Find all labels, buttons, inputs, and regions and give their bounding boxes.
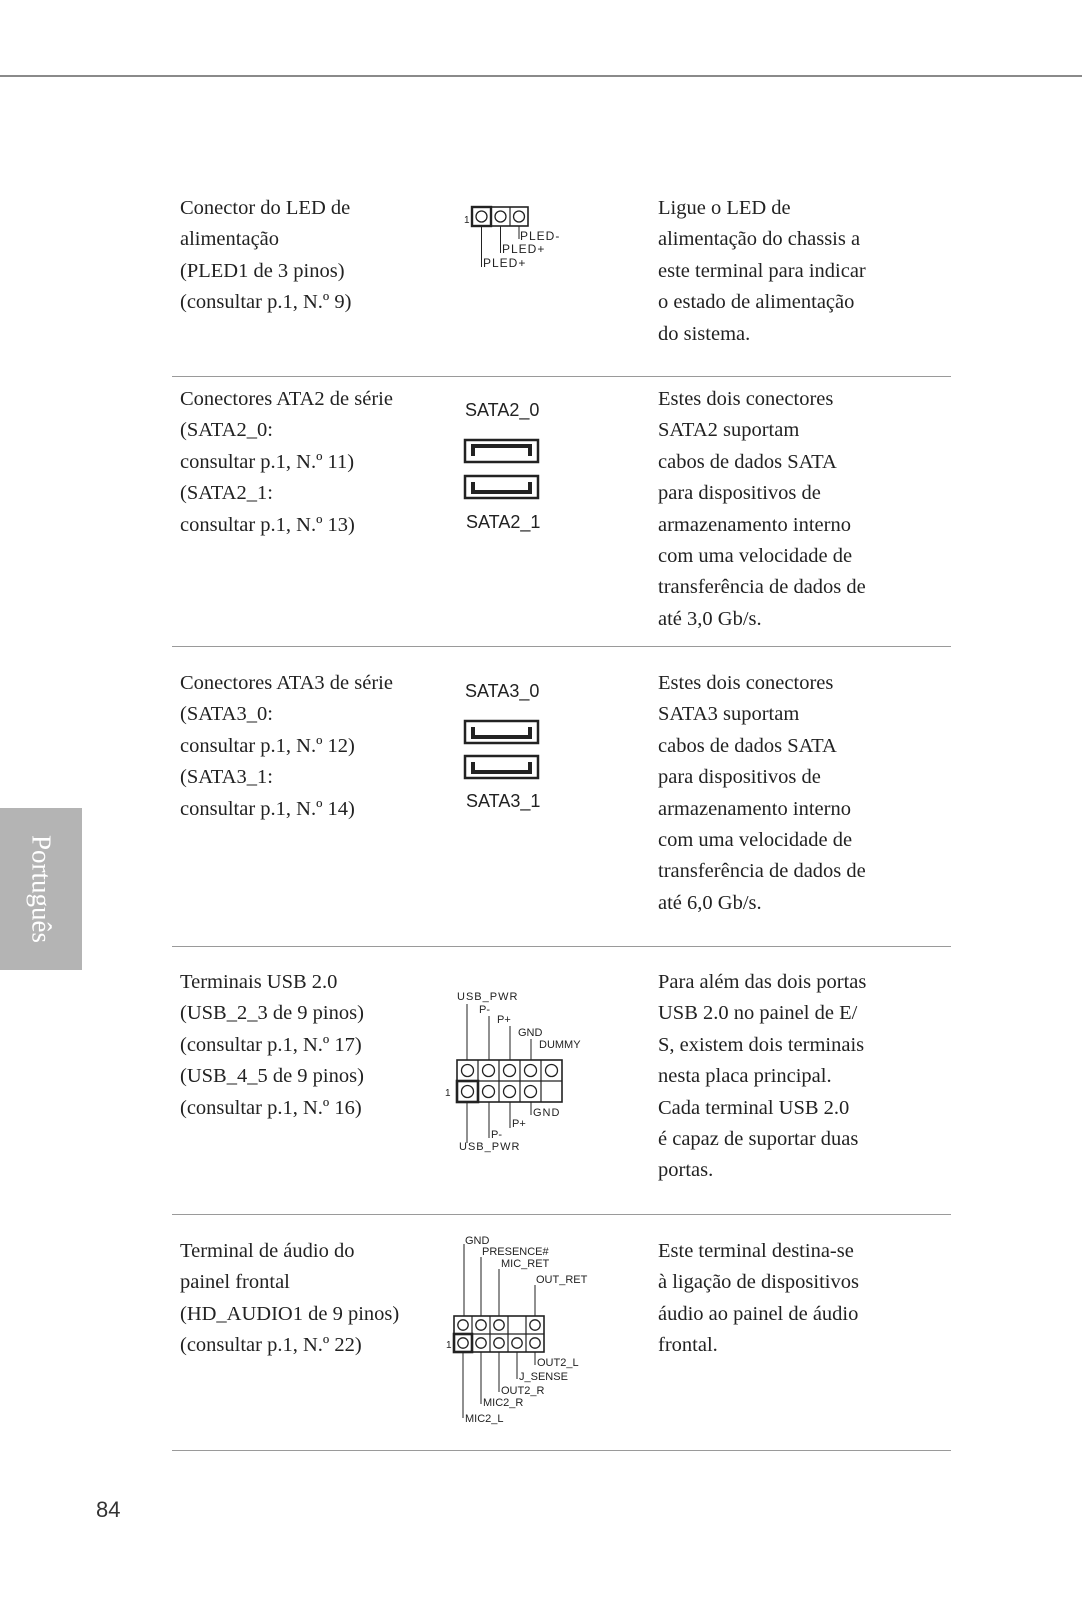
pin: [458, 1320, 468, 1330]
text-line: (SATA3_1:: [180, 766, 273, 789]
side-tab-label: Português: [26, 835, 57, 943]
connector-name: [180, 967, 430, 1124]
mic2-l-label: MIC2_L: [465, 1413, 504, 1425]
text-line: armazenamento interno: [658, 513, 851, 536]
text-line: Estes dois conectores: [658, 388, 834, 410]
text-line: do sistema.: [658, 322, 751, 345]
text-line: para dispositivos de: [658, 482, 821, 505]
pin: [494, 1320, 504, 1330]
pin1-marker: [472, 207, 491, 226]
text-line: áudio ao painel de áudio: [658, 1302, 859, 1325]
text-line: alimentação: [180, 228, 280, 251]
pin: [458, 1338, 468, 1348]
dummy-label: DUMMY: [539, 1039, 581, 1051]
text-line: Conector do LED de: [180, 197, 351, 219]
pin: [525, 1086, 537, 1098]
text-line: cabos de dados SATA: [658, 450, 837, 473]
usb-pwr-label: USB_PWR: [457, 991, 519, 1003]
pin: [462, 1065, 474, 1077]
text-line: (PLED1 de 3 pinos): [180, 259, 345, 282]
pin1-marker: [457, 1081, 478, 1102]
page-number: 84: [96, 1497, 121, 1522]
pled-header-diagram: [462, 205, 582, 275]
text-line: nesta placa principal.: [658, 1065, 832, 1088]
out-ret-label: OUT_RET: [536, 1274, 588, 1286]
pin-label-pled-plus: PLED+: [502, 242, 546, 256]
text-line: painel frontal: [180, 1271, 290, 1294]
sata2-0-label: SATA2_0: [465, 400, 540, 420]
p-plus-label: P+: [512, 1118, 526, 1130]
text-line: Conectores ATA2 de série: [180, 388, 393, 410]
text-line: Cada terminal USB 2.0: [658, 1096, 850, 1119]
pin1-label: 1: [464, 215, 470, 226]
pin: [504, 1065, 516, 1077]
text-line: Este terminal destina-se: [658, 1240, 854, 1262]
connector-row-pled: [172, 193, 951, 377]
text-line: frontal.: [658, 1334, 718, 1357]
gnd-label: GND: [533, 1107, 561, 1119]
text-line: este terminal para indicar: [658, 259, 866, 282]
gnd-label: GND: [518, 1027, 543, 1039]
pin: [525, 1065, 537, 1077]
sata3-0-label: SATA3_0: [465, 681, 540, 701]
pin: [504, 1086, 516, 1098]
text-line: portas.: [658, 1159, 714, 1182]
text-line: armazenamento interno: [658, 797, 851, 820]
pin: [530, 1320, 540, 1330]
connector-name: [180, 384, 430, 541]
pin1-marker: [454, 1334, 472, 1352]
sata2-connectors-diagram: [462, 398, 552, 538]
text-line: (consultar p.1, N.º 22): [180, 1334, 362, 1357]
text-line: (HD_AUDIO1 de 9 pinos): [180, 1302, 400, 1325]
sata3-0-connector: [465, 721, 538, 743]
text-line: o estado de alimentação: [658, 291, 855, 314]
presence-label: PRESENCE#: [482, 1246, 549, 1258]
text-line: (consultar p.1, N.º 16): [180, 1096, 362, 1119]
text-line: Terminal de áudio do: [180, 1240, 355, 1262]
text-line: (USB_2_3 de 9 pinos): [180, 1002, 364, 1025]
language-side-tab: [0, 808, 82, 970]
text-line: para dispositivos de: [658, 766, 821, 789]
sata2-0-connector: [465, 440, 538, 462]
connector-row-sata2: [172, 384, 951, 647]
connector-row-sata3: [172, 668, 951, 947]
sata3-connectors-diagram: [462, 677, 552, 817]
connector-row-usb: [172, 967, 951, 1215]
text-line: até 3,0 Gb/s.: [658, 607, 762, 630]
text-line: SATA3 suportam: [658, 703, 800, 726]
pin: [514, 211, 525, 222]
sata3-1-connector: [465, 756, 538, 778]
text-line: S, existem dois terminais: [658, 1033, 865, 1056]
connector-row-hd-audio: [172, 1236, 951, 1451]
text-line: consultar p.1, N.º 12): [180, 734, 355, 757]
usb-pwr-label: USB_PWR: [459, 1141, 521, 1153]
header-rule: [0, 75, 1082, 77]
usb-header-diagram: [445, 985, 605, 1153]
sata2-1-label: SATA2_1: [466, 512, 541, 532]
pin: [530, 1338, 540, 1348]
text-line: (SATA3_0:: [180, 703, 273, 726]
text-line: consultar p.1, N.º 14): [180, 797, 355, 820]
text-line: com uma velocidade de: [658, 829, 853, 852]
connector-description: [658, 967, 898, 1187]
text-line: transferência de dados de: [658, 576, 866, 599]
pin: [495, 211, 506, 222]
pin: [476, 1320, 486, 1330]
text-line: é capaz de suportar duas: [658, 1128, 859, 1151]
p-minus-label: P-: [491, 1129, 502, 1141]
out2-l-label: OUT2_L: [537, 1357, 579, 1369]
text-line: (SATA2_1:: [180, 482, 273, 505]
pin: [476, 1338, 486, 1348]
text-line: SATA2 suportam: [658, 419, 800, 442]
text-line: à ligação de dispositivos: [658, 1271, 859, 1294]
sata2-1-connector: [465, 476, 538, 498]
pin: [476, 211, 487, 222]
text-line: (SATA2_0:: [180, 419, 273, 442]
pin-label-pled-plus: PLED+: [483, 256, 527, 270]
text-line: cabos de dados SATA: [658, 734, 837, 757]
p-minus-label: P-: [479, 1004, 490, 1016]
text-line: Estes dois conectores: [658, 672, 834, 694]
sata3-1-label: SATA3_1: [466, 791, 541, 811]
text-line: com uma velocidade de: [658, 545, 853, 568]
header-outline: [472, 207, 528, 226]
text-line: (consultar p.1, N.º 9): [180, 291, 352, 314]
pin: [462, 1086, 474, 1098]
pin: [546, 1065, 558, 1077]
j-sense-label: J_SENSE: [519, 1371, 568, 1383]
text-line: Terminais USB 2.0: [180, 971, 338, 993]
text-line: (USB_4_5 de 9 pinos): [180, 1065, 364, 1088]
text-line: USB 2.0 no painel de E/: [658, 1002, 858, 1025]
connector-description: [658, 193, 898, 350]
mic2-r-label: MIC2_R: [483, 1397, 524, 1409]
connector-description: [658, 1236, 898, 1362]
connector-name: [180, 668, 430, 825]
pin1-label: 1: [446, 1340, 452, 1351]
pin-label-pled-minus: PLED-: [520, 229, 561, 243]
connector-description: [658, 668, 898, 919]
pin: [483, 1086, 495, 1098]
text-line: consultar p.1, N.º 11): [180, 450, 355, 473]
gnd-label: GND: [465, 1235, 490, 1247]
hd-audio-header-diagram: [446, 1232, 608, 1425]
text-line: até 6,0 Gb/s.: [658, 891, 762, 914]
connector-name: [180, 193, 430, 319]
text-line: transferência de dados de: [658, 860, 866, 883]
out2-r-label: OUT2_R: [501, 1385, 545, 1397]
text-line: Conectores ATA3 de série: [180, 672, 393, 694]
pin: [512, 1338, 522, 1348]
mic-ret-label: MIC_RET: [501, 1258, 550, 1270]
pin1-label: 1: [445, 1088, 451, 1099]
text-line: (consultar p.1, N.º 17): [180, 1033, 362, 1056]
text-line: alimentação do chassis a: [658, 228, 861, 251]
text-line: Ligue o LED de: [658, 197, 791, 219]
connector-name: [180, 1236, 430, 1362]
connector-description: [658, 384, 898, 635]
pin: [483, 1065, 495, 1077]
pin: [494, 1338, 504, 1348]
p-plus-label: P+: [497, 1014, 511, 1026]
text-line: consultar p.1, N.º 13): [180, 513, 355, 536]
text-line: Para além das dois portas: [658, 971, 867, 993]
